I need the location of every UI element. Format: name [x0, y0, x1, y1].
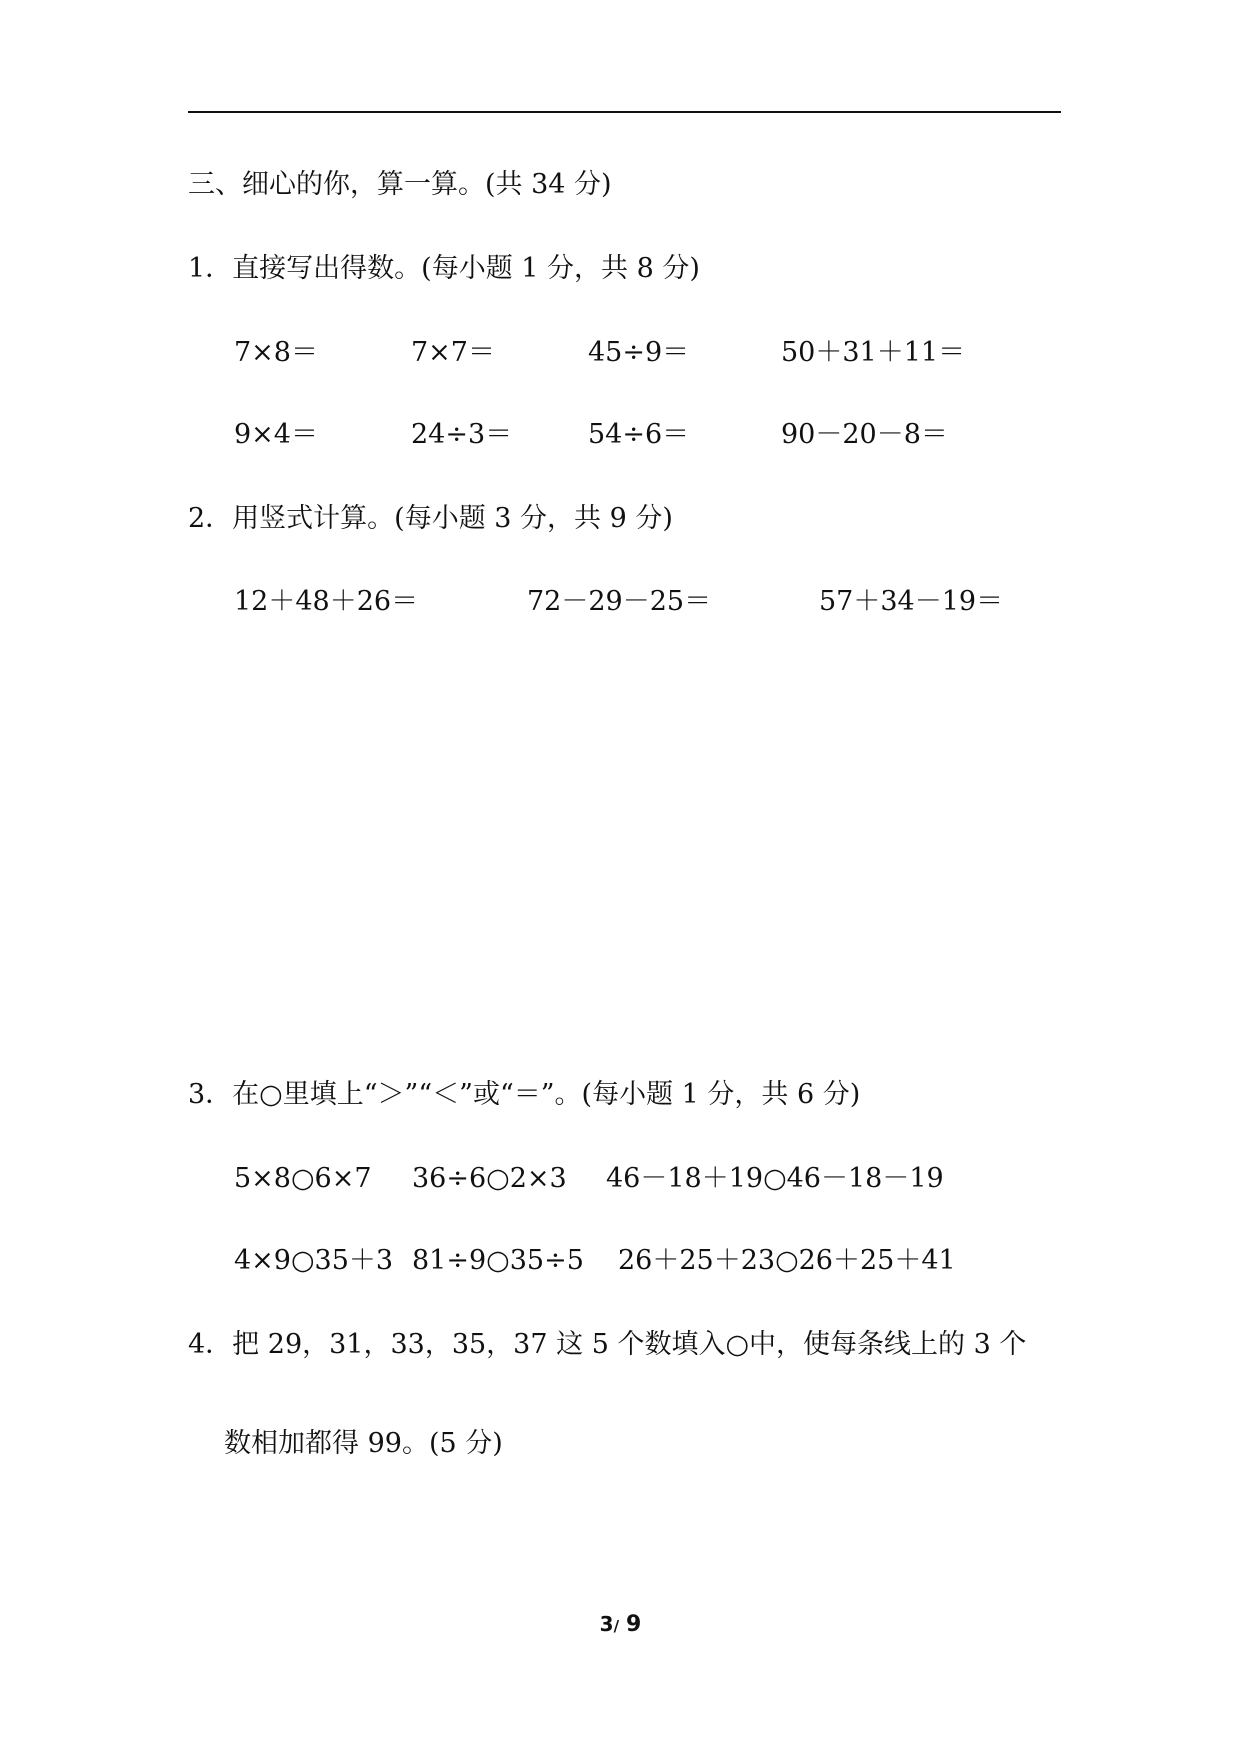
- q1-expression: 54÷6＝: [588, 419, 690, 450]
- page-total: 9: [626, 1612, 642, 1637]
- question-4-prompt-line2: 数相加都得 99。(5 分): [224, 1428, 503, 1459]
- q1-expression: 7×7＝: [411, 337, 495, 368]
- question-1-prompt: 1．直接写出得数。(每小题 1 分，共 8 分): [188, 253, 700, 284]
- q2-expression: 57＋34－19＝: [819, 586, 1004, 617]
- q2-expression: 12＋48＋26＝: [234, 586, 419, 617]
- q2-expression: 72－29－25＝: [527, 586, 712, 617]
- page-slash: /: [613, 1617, 620, 1635]
- q1-expression: 90－20－8＝: [781, 419, 948, 450]
- page-number: [0, 1612, 1241, 1637]
- q1-expression: 9×4＝: [234, 419, 318, 450]
- q1-expression: 45÷9＝: [588, 337, 690, 368]
- q3-comparison: 81÷9○35÷5: [412, 1245, 584, 1276]
- q3-comparison: 26＋25＋23○26＋25＋41: [618, 1245, 956, 1276]
- header-rule: [188, 111, 1061, 113]
- q1-expression: 50＋31＋11＝: [781, 337, 966, 368]
- page-current: 3: [599, 1612, 614, 1636]
- q3-comparison: 46－18＋19○46－18－19: [606, 1163, 944, 1194]
- q1-expression: 24÷3＝: [411, 419, 513, 450]
- q3-comparison: 5×8○6×7: [234, 1163, 372, 1194]
- q1-expression: 7×8＝: [234, 337, 318, 368]
- question-3-prompt: 3．在○里填上“＞”“＜”或“＝”。(每小题 1 分，共 6 分): [188, 1079, 861, 1110]
- question-2-prompt: 2．用竖式计算。(每小题 3 分，共 9 分): [188, 503, 673, 534]
- section-heading: 三、细心的你，算一算。(共 34 分): [188, 169, 612, 200]
- question-4-prompt-line1: 4．把 29，31，33，35，37 这 5 个数填入○中，使每条线上的 3 个: [188, 1329, 1027, 1360]
- q3-comparison: 36÷6○2×3: [412, 1163, 567, 1194]
- q3-comparison: 4×9○35＋3: [234, 1245, 394, 1276]
